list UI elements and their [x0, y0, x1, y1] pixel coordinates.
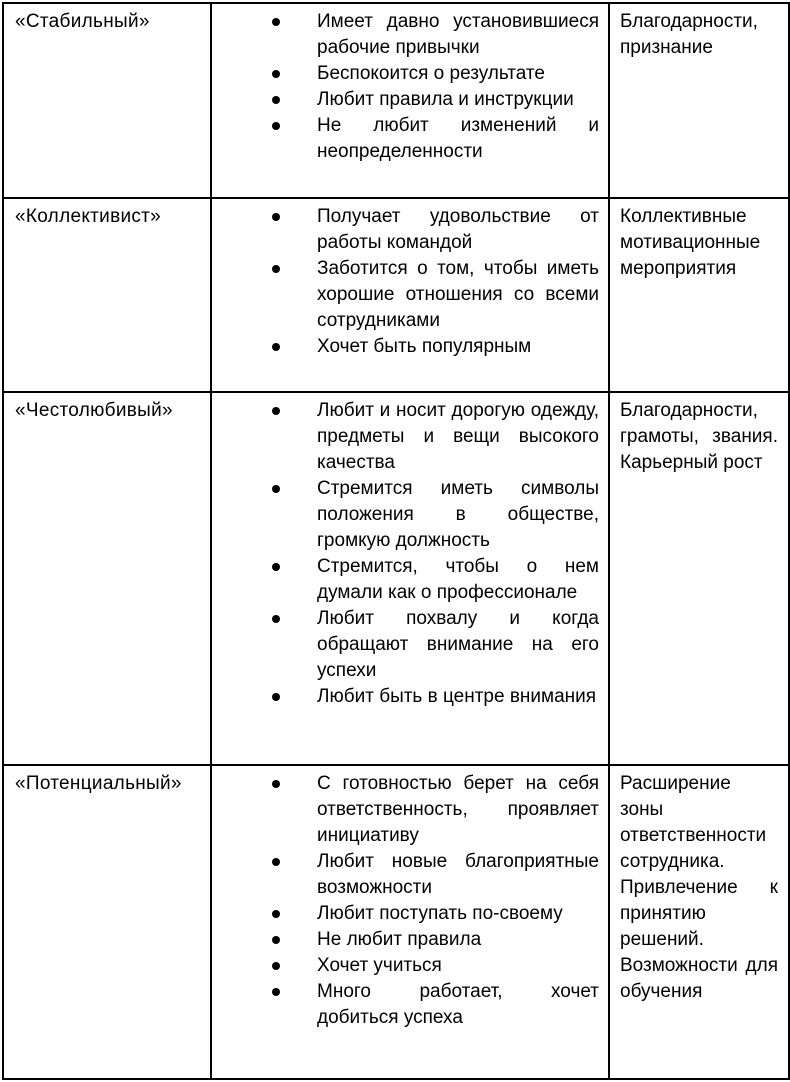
reward-cell: Благодарности, признание	[609, 3, 789, 198]
type-name-cell: «Коллективист»	[3, 198, 211, 393]
trait-item: Заботится о том, чтобы иметь хорошие отношения со всеми сотрудниками	[271, 256, 599, 334]
reward-cell: Благодарности, грамоты, звания. Карьерный рост	[609, 392, 789, 765]
type-name-cell: «Потенциальный»	[3, 765, 211, 1079]
traits-cell	[211, 392, 609, 765]
table-row	[3, 765, 789, 1079]
traits-list	[221, 9, 599, 165]
trait-item: Имеет давно установившиеся рабочие привычки	[271, 9, 599, 61]
traits-list	[221, 771, 599, 1031]
reward-cell: Расширение зоны ответственности сотрудника. Привлечение к принятию решений. Возможности для обучения	[609, 765, 789, 1079]
traits-cell	[211, 3, 609, 198]
table-body	[3, 3, 789, 1079]
trait-item: Хочет учиться	[271, 953, 599, 979]
traits-cell	[211, 765, 609, 1079]
motivation-types-table	[2, 2, 790, 1080]
trait-item: Не любит правила	[271, 927, 599, 953]
type-name-cell: «Стабильный»	[3, 3, 211, 198]
trait-item: Стремится, чтобы о нем думали как о профессионале	[271, 554, 599, 606]
traits-list	[221, 398, 599, 710]
table-row	[3, 198, 789, 393]
trait-item: Любит поступать по-своему	[271, 901, 599, 927]
type-name-cell: «Честолюбивый»	[3, 392, 211, 765]
trait-item: Любит правила и инструкции	[271, 87, 599, 113]
trait-item: Любит новые благоприятные возможности	[271, 849, 599, 901]
trait-item: Много работает, хочет добиться успеха	[271, 979, 599, 1031]
trait-item: Любит и носит дорогую одежду, предметы и вещи высокого качества	[271, 398, 599, 476]
trait-item: Любит быть в центре внимания	[271, 684, 599, 710]
traits-list	[221, 204, 599, 360]
table-row	[3, 3, 789, 198]
trait-item: Не любит изменений и неопределенности	[271, 113, 599, 165]
traits-cell	[211, 198, 609, 393]
trait-item: Хочет быть популярным	[271, 334, 599, 360]
reward-cell: Коллективные мотивационные мероприятия	[609, 198, 789, 393]
trait-item: Стремится иметь символы положения в обществе, громкую должность	[271, 476, 599, 554]
trait-item: Получает удовольствие от работы командой	[271, 204, 599, 256]
trait-item: Любит похвалу и когда обращают внимание на его успехи	[271, 606, 599, 684]
table-row	[3, 392, 789, 765]
trait-item: С готовностью берет на себя ответственность, проявляет инициативу	[271, 771, 599, 849]
trait-item: Беспокоится о результате	[271, 61, 599, 87]
